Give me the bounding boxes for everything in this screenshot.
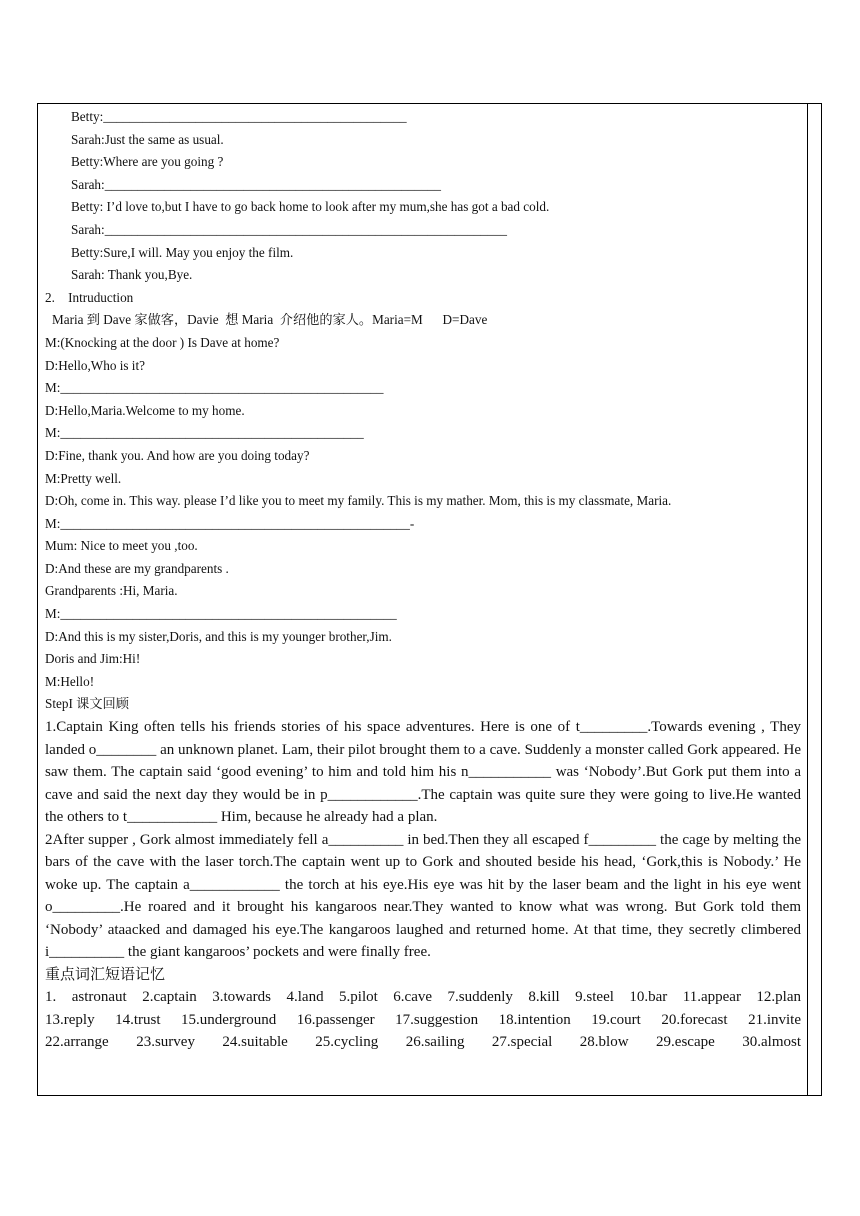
dialogue-line: Sarah:___________________________________________________ — [71, 176, 441, 192]
step-title: StepI 课文回顾 — [45, 696, 129, 712]
dialogue-betty-sarah — [45, 106, 801, 287]
dialogue-line: Sarah:_____________________________________________________________ — [71, 221, 507, 237]
dialogue-line: D:And this is my sister,Doris, and this is my younger brother,Jim. — [45, 628, 392, 644]
dialogue-line: M:Hello! — [45, 673, 95, 689]
dialogue-line: Mum: Nice to meet you ,too. — [45, 538, 198, 554]
dialogue-line: D:And these are my grandparents . — [45, 560, 229, 576]
dialogue-line: D:Fine, thank you. And how are you doing today? — [45, 447, 310, 463]
dialogue-line: Sarah:Just the same as usual. — [71, 131, 224, 147]
dialogue-line: Doris and Jim:Hi! — [45, 651, 141, 667]
table-column-divider — [807, 103, 808, 1096]
passage-2: 2After supper , Gork almost immediately fell a__________ in bed.Then they all escaped f_________ the cage by melting the bars of the cave with the laser torch.The captain went up to Gork and shouted beside his head, ‘Gork,this is Nobody.’ He woke up. The captain a____________ the torch at his eye.His eye was hit by the laser beam and the light in his eye went o_________.He roared and it brought his kangaroos near.They wanted to know what was wrong. But Gork told them ‘Nobody’ ataacked and damaged his eye.The kangaroos laughed and returned home. At that time, they secretly climbered i__________ the giant kangaroos’ pockets and were finally free. — [45, 831, 801, 961]
vocab-line: 1. astronaut 2.captain 3.towards 4.land 5.pilot 6.cave 7.suddenly 8.kill 9.steel 10.bar 11.appear 12.plan — [45, 989, 801, 1006]
dialogue-line: Betty:Sure,I will. May you enjoy the film. — [71, 244, 294, 260]
dialogue-line: Betty:Where are you going ? — [71, 154, 224, 170]
dialogue-line: M:______________________________________________ — [45, 425, 364, 441]
dialogue-line: Sarah: Thank you,Bye. — [71, 267, 193, 283]
vocab-list — [45, 986, 801, 1054]
dialogue-line: M:___________________________________________________ — [45, 606, 397, 622]
dialogue-maria-dave — [45, 332, 801, 694]
dialogue-line: D:Oh, come in. This way. please I’d like you to meet my family. This is my mather. Mom, this is my classmate, Maria. — [45, 493, 672, 509]
dialogue-line: M:_________________________________________________ — [45, 380, 384, 396]
dialogue-line: D:Hello,Maria.Welcome to my home. — [45, 402, 245, 418]
dialogue-line: Grandparents :Hi, Maria. — [45, 583, 178, 599]
dialogue-line: M:(Knocking at the door ) Is Dave at home? — [45, 334, 280, 350]
vocab-line: 22.arrange 23.survey 24.suitable 25.cycling 26.sailing 27.special 28.blow 29.escape 30.almost — [45, 1034, 801, 1051]
passage-1: 1.Captain King often tells his friends stories of his space adventures. Here is one of t_________.Towards evening , They landed o________ an unknown planet. Lam, their pilot brought them to a cave. Suddenly a monster called Gork appeared. He saw them. The captain said ‘good evening’ to him and told him his n___________ was ‘Nobody’.But Gork put them into a cave and said the next day they would be in p____________.The captain was quite sure they were going to live.He wanted the others to t____________ Him, because he already had a plan. — [45, 719, 801, 826]
section-intro: Maria 到 Dave 家做客，Davie 想 Maria 介绍他的家人。Maria=M D=Dave — [52, 312, 488, 328]
vocab-title: 重点词汇短语记忆 — [45, 966, 166, 983]
dialogue-line: D:Hello,Who is it? — [45, 357, 145, 373]
vocab-line: 13.reply 14.trust 15.underground 16.passenger 17.suggestion 18.intention 19.court 20.forecast 21.invite — [45, 1011, 801, 1028]
dialogue-line: M:Pretty well. — [45, 470, 122, 486]
section-title: 2. Intruduction — [45, 289, 134, 305]
dialogue-line: Betty:______________________________________________ — [71, 109, 407, 124]
dialogue-line: M:_____________________________________________________- — [45, 515, 415, 531]
dialogue-line: Betty: I’d love to,but I have to go back home to look after my mum,she has got a bad cold. — [71, 199, 550, 215]
worksheet-content — [45, 106, 801, 1054]
